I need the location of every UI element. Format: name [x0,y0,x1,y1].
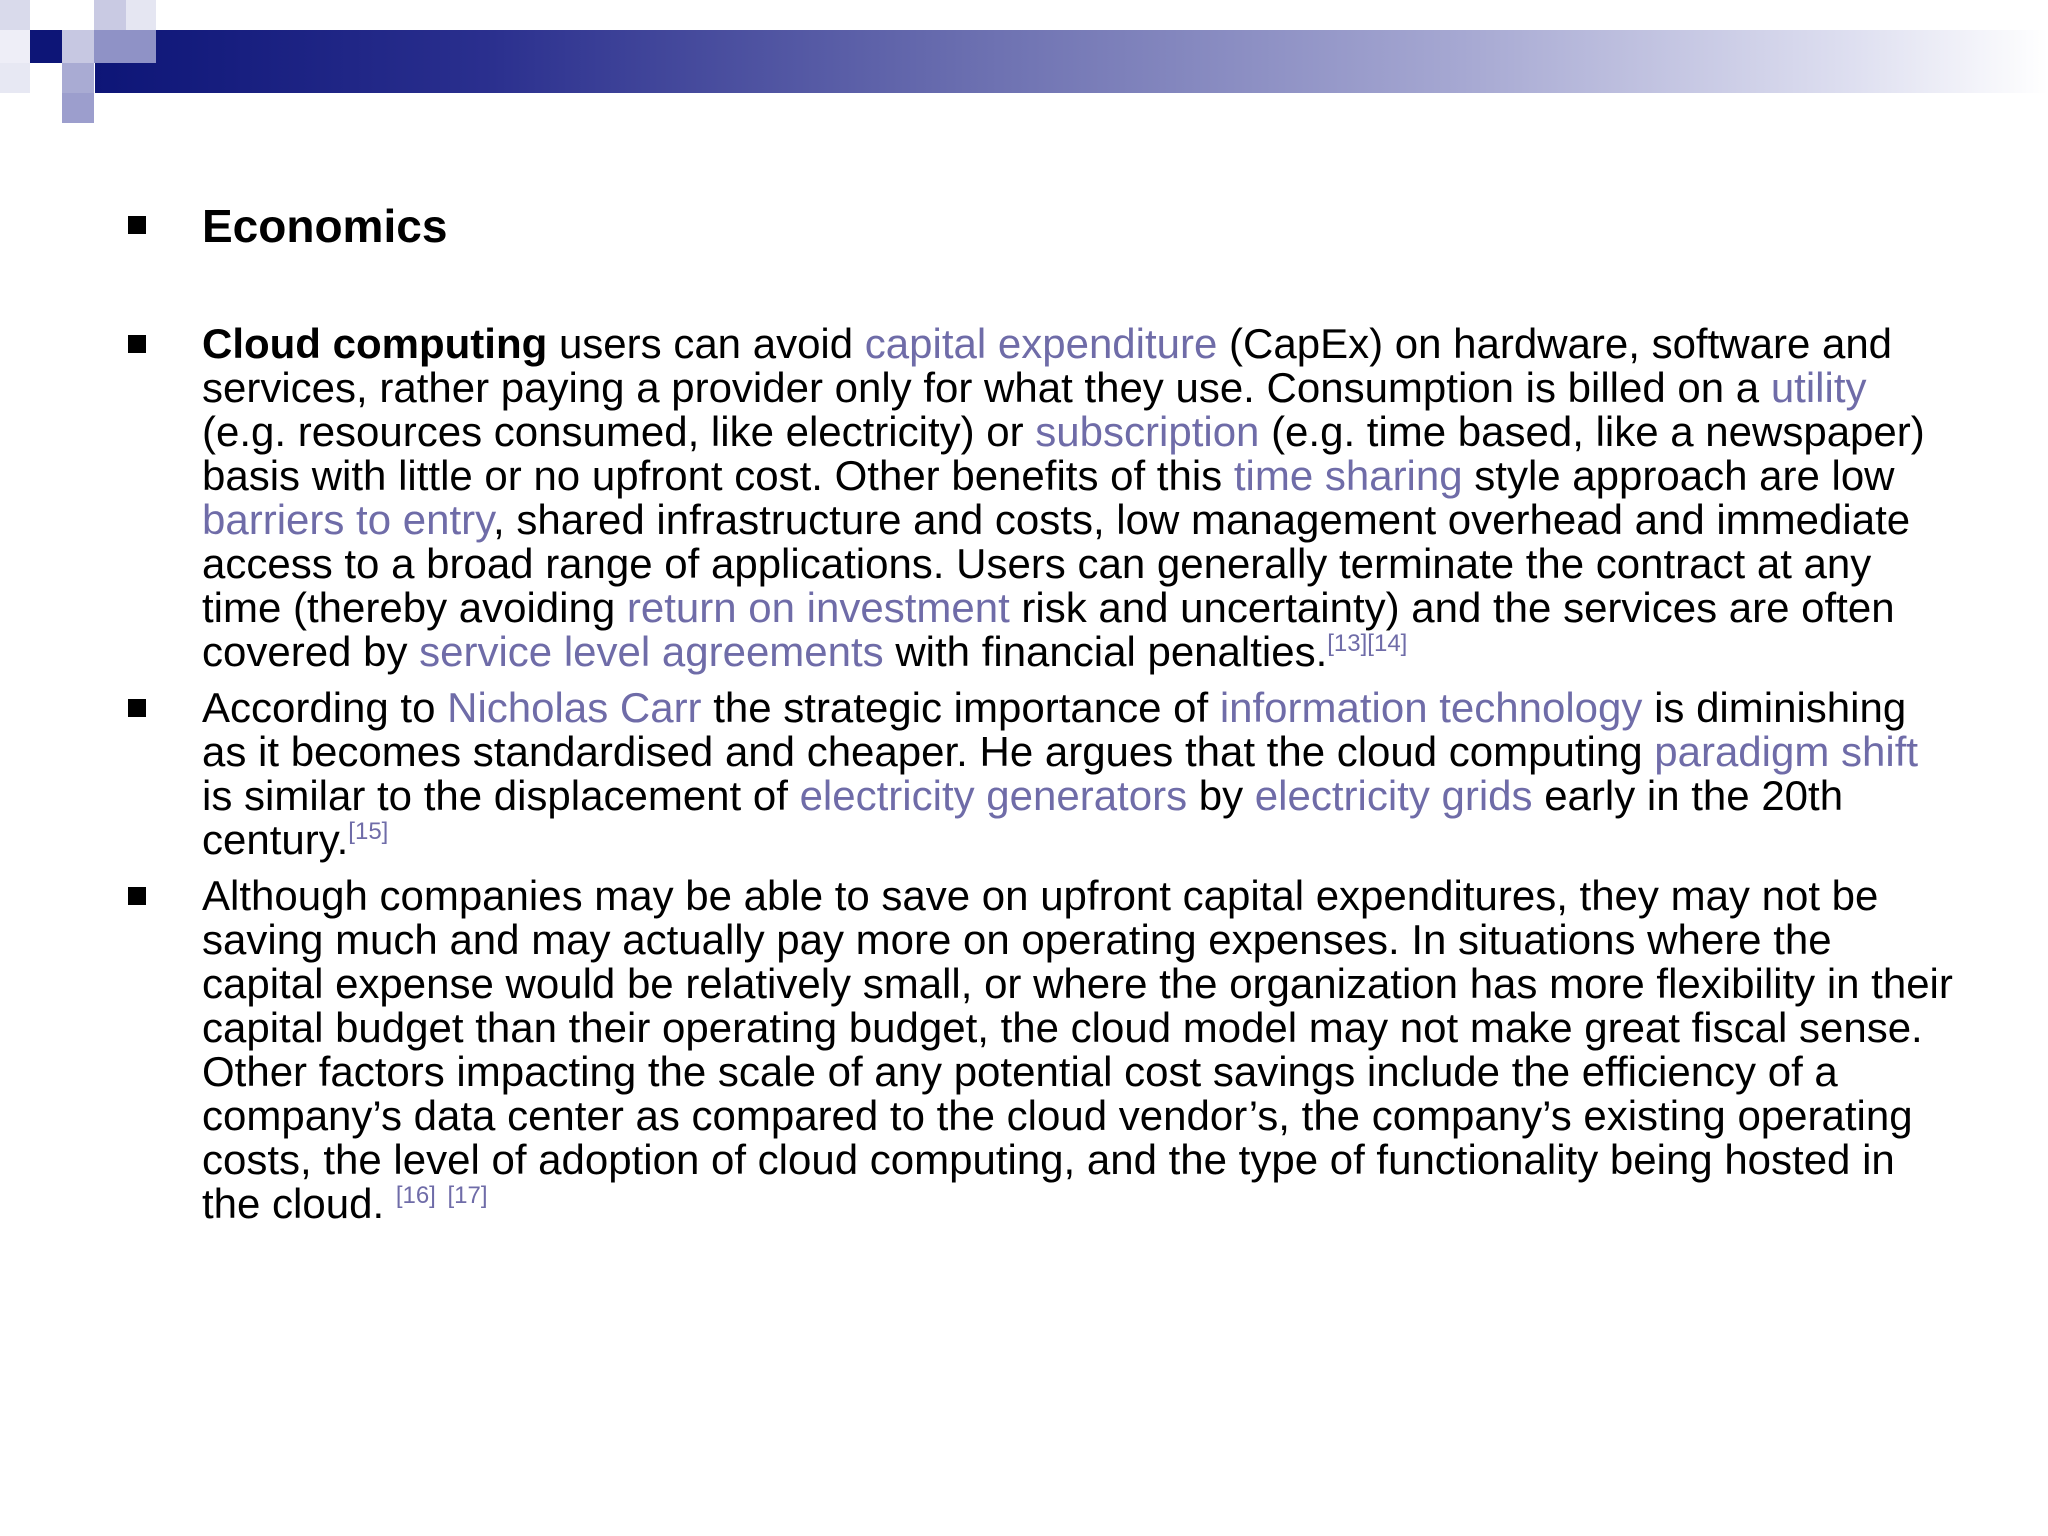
link-electricity-generators[interactable]: electricity generators [799,772,1188,819]
header-square [62,93,94,123]
header-square [94,0,126,30]
bold-lead: Cloud computing [202,320,548,367]
link-time-sharing[interactable]: time sharing [1233,452,1463,499]
text-span: is diminishing as it becomes standardised and cheaper. He argues that the cloud computing [202,684,1907,775]
citation-link[interactable]: [17] [447,1182,488,1209]
citation-link[interactable]: [15] [348,818,389,845]
slide-title: Economics [202,200,448,252]
header-square [0,63,30,93]
header-square [30,30,62,63]
link-utility[interactable]: utility [1770,364,1867,411]
header-square [0,0,30,30]
bullet-item-cloud-computing [128,322,1958,674]
text-span: early in the 20th century. [202,772,1844,863]
header-square [0,30,30,63]
text-span: by [1187,772,1255,819]
text-span: (e.g. time based, like a newspaper) basis with little or no upfront cost. Other benefits of this [202,408,1925,499]
text-span: Although companies may be able to save on upfront capital expenditures, they may not be saving much and may actually pay more on operating expenses. In situations where the capital expense would be relatively small, or where the organization has more flexibility in their capital budget than their operating budget, the cloud model may not make great fiscal sense. Other factors impacting the scale of any potential cost savings include the efficiency of a company’s data center as compared to the cloud vendor’s, the company’s existing operating costs, the level of adoption of cloud computing, and the type of functionality being hosted in the cloud. [202,872,1953,1227]
bullet-square-icon [128,335,146,353]
text-span: (CapEx) on hardware, software and services, rather paying a provider only for what they use. Consumption is billed on a [202,320,1893,411]
bullet-item-operating-expenses [128,874,1958,1226]
bullet-square-icon [128,699,146,717]
slide-title-item [128,200,1958,252]
text-span: (e.g. resources consumed, like electricity) or [202,408,1036,455]
text-span: the strategic importance of [701,684,1220,731]
text-span: with financial penalties. [883,628,1328,675]
citation-link[interactable]: [13][14] [1327,630,1408,657]
link-return-on-investment[interactable]: return on investment [626,584,1010,631]
header-square [62,63,94,93]
text-span: is similar to the displacement of [202,772,800,819]
header-square [94,30,156,63]
bullet-square-icon [128,887,146,905]
link-information-technology[interactable]: information technology [1219,684,1643,731]
link-capital-expenditure[interactable]: capital expenditure [864,320,1218,367]
link-service-level-agreements[interactable]: service level agreements [419,628,884,675]
text-span: According to [202,684,448,731]
link-nicholas-carr[interactable]: Nicholas Carr [447,684,702,731]
text-span: style approach are low [1462,452,1895,499]
link-electricity-grids[interactable]: electricity grids [1254,772,1533,819]
text-span: , shared infrastructure and costs, low management overhead and immediate access to a broad range of applications. Users can generally terminate the contract at any time (thereby avoiding [202,496,1911,631]
text-span: users can avoid [547,320,865,367]
text-span: risk and uncertainty) and the services are often covered by [202,584,1895,675]
header-square [62,30,94,63]
link-paradigm-shift[interactable]: paradigm shift [1654,728,1919,775]
header-square [126,0,156,30]
link-barriers-to-entry[interactable]: barriers to entry [202,496,493,543]
bullet-square-icon [128,216,146,234]
bullet-item-nicholas-carr [128,686,1958,862]
citation-link[interactable]: [16] [395,1182,436,1209]
slide-content [128,200,1958,1238]
header-gradient-bar [95,30,2048,93]
link-subscription[interactable]: subscription [1035,408,1260,455]
